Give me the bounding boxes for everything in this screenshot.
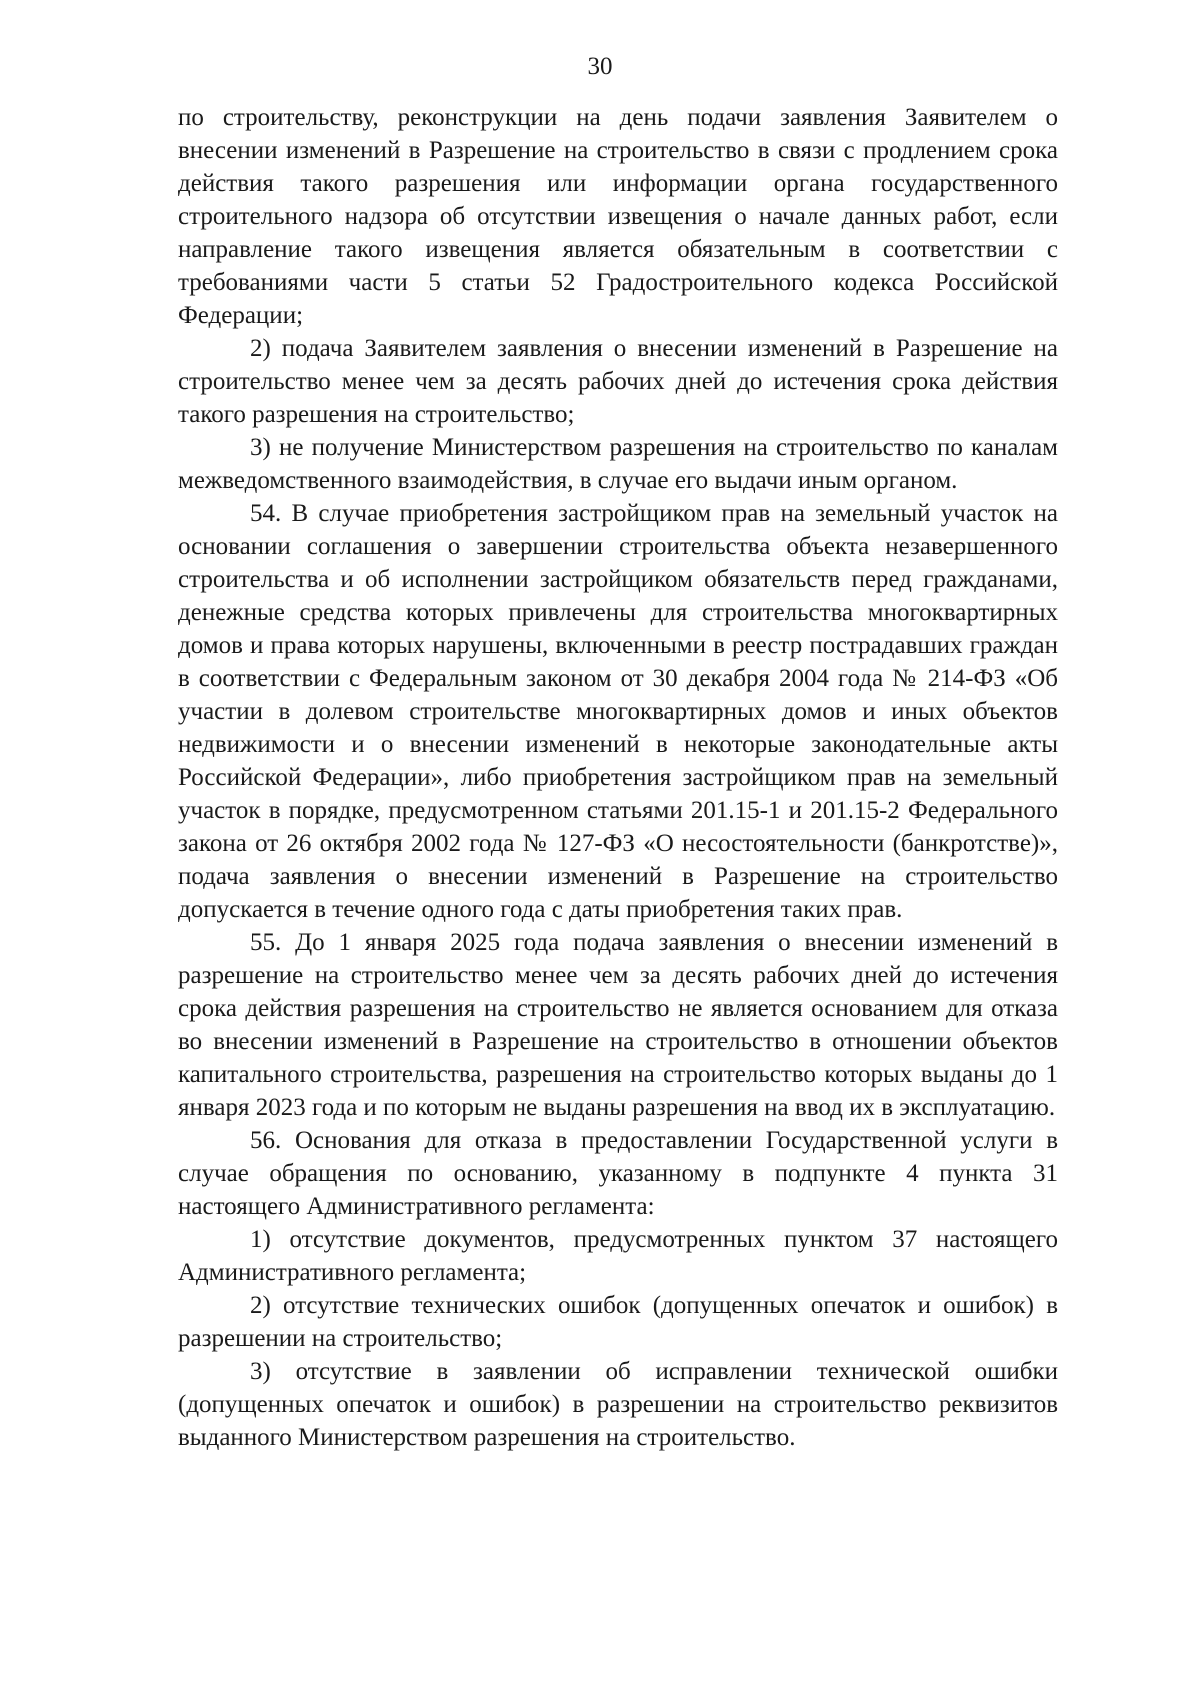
paragraph-56: 56. Основания для отказа в предоставлении Государственной услуги в случае обращения по основанию, указанному в подпункте 4 пункта 31 настоящего Административного регламента:	[178, 1127, 1058, 1220]
paragraph-item-53-3: 3) не получение Министерством разрешения на строительство по каналам межведомственного взаимодействия, в случае его выдачи иным органом.	[178, 434, 1058, 494]
paragraph-55: 55. До 1 января 2025 года подача заявления о внесении изменений в разрешение на строительство менее чем за десять рабочих дней до истечения срока действия разрешения на строительство не является основанием для отказа во внесении изменений в Разрешение на строительство в отношении объектов капитального строительства, разрешения на строительство которых выданы до 1 января 2023 года и по которым не выданы разрешения на ввод их в эксплуатацию.	[178, 929, 1058, 1121]
paragraph-continuation: по строительству, реконструкции на день подачи заявления Заявителем о внесении изменений в Разрешение на строительство в связи с продлением срока действия такого разрешения или информации органа государственного строительного надзора об отсутствии извещения о начале данных работ, если направление такого извещения является обязательным в соответствии с требованиями части 5 статьи 52 Градостроительного кодекса Российской Федерации;	[178, 104, 1058, 329]
document-body	[178, 101, 1058, 1454]
page-number: 30	[587, 53, 613, 80]
paragraph-54: 54. В случае приобретения застройщиком прав на земельный участок на основании соглашения о завершении строительства объекта незавершенного строительства и об исполнении застройщиком обязательств перед гражданами, денежные средства которых привлечены для строительства многоквартирных домов и права которых нарушены, включенными в реестр пострадавших граждан в соответствии с Федеральным законом от 30 декабря 2004 года № 214-ФЗ «Об участии в долевом строительстве многоквартирных домов и иных объектов недвижимости и о внесении изменений в некоторые законодательные акты Российской Федерации», либо приобретения застройщиком прав на земельный участок в порядке, предусмотренном статьями 201.15-1 и 201.15-2 Федерального закона от 26 октября 2002 года № 127-ФЗ «О несостоятельности (банкротстве)», подача заявления о внесении изменений в Разрешение на строительство допускается в течение одного года с даты приобретения таких прав.	[178, 500, 1058, 923]
paragraph-item-53-2: 2) подача Заявителем заявления о внесении изменений в Разрешение на строительство менее чем за десять рабочих дней до истечения срока действия такого разрешения на строительство;	[178, 335, 1058, 428]
paragraph-item-56-3: 3) отсутствие в заявлении об исправлении технической ошибки (допущенных опечаток и ошибок) в разрешении на строительство реквизитов выданного Министерством разрешения на строительство.	[178, 1358, 1058, 1451]
paragraph-item-56-2: 2) отсутствие технических ошибок (допущенных опечаток и ошибок) в разрешении на строительство;	[178, 1292, 1058, 1352]
paragraph-item-56-1: 1) отсутствие документов, предусмотренных пунктом 37 настоящего Административного регламента;	[178, 1226, 1058, 1286]
